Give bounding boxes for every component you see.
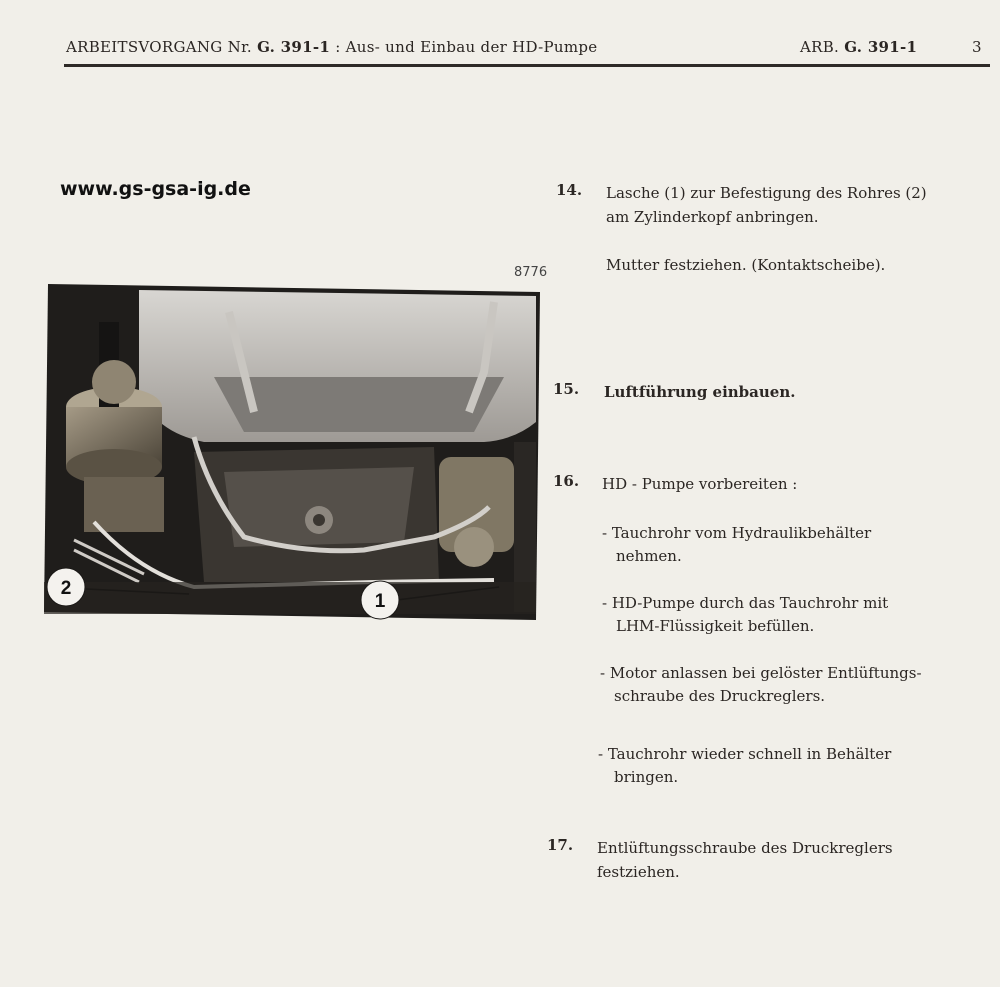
header-left <box>66 38 597 56</box>
step-15-line1: Luftführung einbauen. <box>604 383 796 401</box>
callout-1-label: 1 <box>374 591 386 612</box>
header-arb-label: ARB. <box>800 38 840 56</box>
header-operation: G. 391-1 <box>257 38 331 56</box>
step-14-number: 14. <box>556 181 583 199</box>
step-16-bullet-3b: schraube des Druckreglers. <box>614 687 826 705</box>
step-16-bullet-3a: - Motor anlassen bei gelöster Entlüftungs- <box>600 664 922 682</box>
step-15-number: 15. <box>553 380 580 398</box>
header-label: ARBEITSVORGANG Nr. <box>66 38 252 56</box>
step-16-bullet-4b: bringen. <box>614 768 679 786</box>
header-title: : Aus- und Einbau der HD-Pumpe <box>335 38 598 56</box>
step-14-line1: Lasche (1) zur Befestigung des Rohres (2) <box>606 184 927 202</box>
step-14-line3: Mutter festziehen. (Kontaktscheibe). <box>606 256 886 274</box>
website-label: www.gs-gsa-ig.de <box>60 178 251 200</box>
header-right <box>800 38 917 56</box>
callout-1 <box>361 581 399 619</box>
step-16-bullet-2b: LHM-Flüssigkeit befüllen. <box>616 617 815 635</box>
step-17-line1: Entlüftungsschraube des Druckreglers <box>597 839 893 857</box>
step-16-bullet-1a: - Tauchrohr vom Hydraulikbehälter <box>602 524 872 542</box>
callout-2-label: 2 <box>60 578 72 599</box>
step-16-bullet-4a: - Tauchrohr wieder schnell in Behälter <box>598 745 892 763</box>
step-14-line2: am Zylinderkopf anbringen. <box>606 208 819 226</box>
step-16-bullet-1b: nehmen. <box>616 547 682 565</box>
figure-number: 8776 <box>514 265 548 280</box>
step-16-bullet-2a: - HD-Pumpe durch das Tauchrohr mit <box>602 594 889 612</box>
header-arb-code: G. 391-1 <box>844 38 918 56</box>
step-16-number: 16. <box>553 472 580 490</box>
step-17-line2: festziehen. <box>597 863 680 881</box>
engine-photo <box>44 282 540 622</box>
callout-2 <box>47 568 85 606</box>
header-rule <box>64 64 990 67</box>
step-17-number: 17. <box>547 836 574 854</box>
page-number: 3 <box>972 38 982 56</box>
step-16-line1: HD - Pumpe vorbereiten : <box>602 475 798 493</box>
